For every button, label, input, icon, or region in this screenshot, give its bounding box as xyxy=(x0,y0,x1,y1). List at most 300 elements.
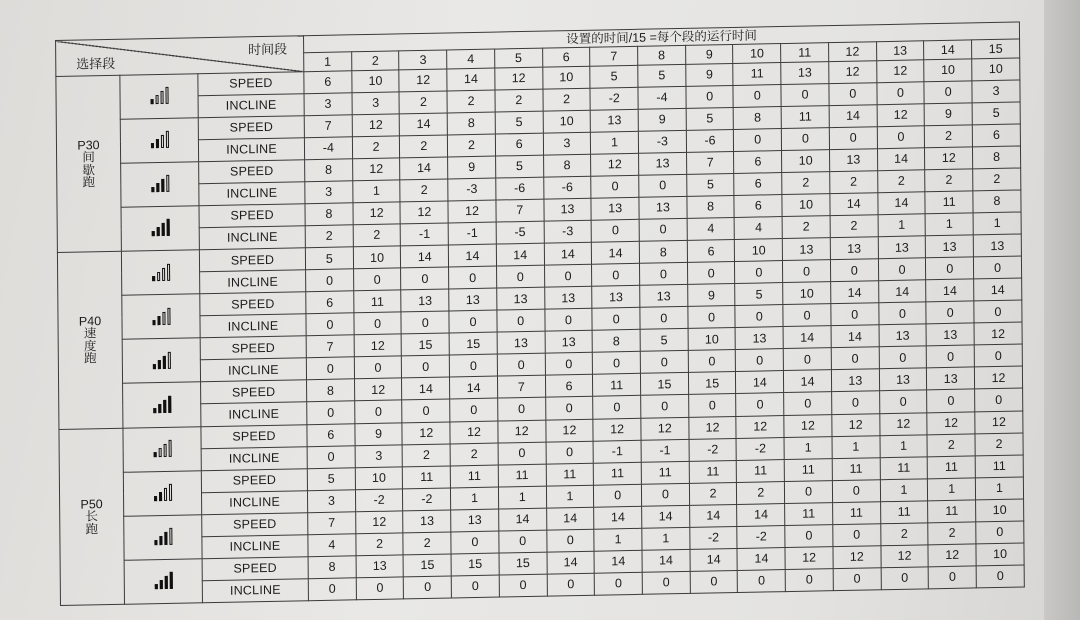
speed-value: 14 xyxy=(594,506,642,529)
speed-value: 12 xyxy=(353,202,401,225)
speed-value: 8 xyxy=(447,112,495,135)
incline-value: 6 xyxy=(495,133,543,156)
speed-value: 13 xyxy=(545,331,593,354)
incline-value: 0 xyxy=(686,86,734,109)
speed-value: 13 xyxy=(544,198,592,221)
speed-value: 5 xyxy=(686,108,734,131)
speed-value: 11 xyxy=(781,106,829,129)
incline-value: 0 xyxy=(976,565,1024,588)
speed-value: 13 xyxy=(497,332,545,355)
speed-value: 14 xyxy=(594,550,642,573)
incline-value: -2 xyxy=(590,87,638,110)
incline-value: 0 xyxy=(830,259,878,282)
incline-value: 0 xyxy=(499,530,547,553)
speed-value: 12 xyxy=(399,69,447,92)
incline-value: 0 xyxy=(593,352,641,375)
incline-value: 4 xyxy=(735,217,783,240)
speed-value: 12 xyxy=(498,420,546,443)
speed-value: 14 xyxy=(450,376,498,399)
speed-value: 12 xyxy=(355,511,403,534)
program-name-char: 跑 xyxy=(82,175,96,190)
speed-value: 8 xyxy=(592,330,640,353)
incline-value: 0 xyxy=(591,175,639,198)
incline-value: -6 xyxy=(543,176,591,199)
speed-value: 13 xyxy=(497,287,545,310)
incline-value: 2 xyxy=(353,224,401,247)
segment-number: 3 xyxy=(399,50,447,70)
speed-value: 8 xyxy=(308,555,356,578)
incline-value: 0 xyxy=(881,567,929,590)
incline-value: 0 xyxy=(592,308,640,331)
speed-value: 10 xyxy=(542,66,590,89)
level-bar xyxy=(160,135,163,148)
segment-number: 15 xyxy=(972,39,1020,59)
speed-value: 10 xyxy=(353,246,401,269)
speed-value: 11 xyxy=(975,455,1023,478)
program-name-char: 歇 xyxy=(82,162,96,178)
incline-label: INCLINE xyxy=(199,182,305,206)
incline-value: 0 xyxy=(974,300,1022,323)
incline-value: 0 xyxy=(738,569,786,592)
incline-value: -2 xyxy=(689,438,737,461)
speed-value: 10 xyxy=(355,466,403,489)
incline-value: 1 xyxy=(878,214,926,237)
speed-value: 12 xyxy=(545,419,593,442)
incline-value: 0 xyxy=(877,126,925,149)
level-bar xyxy=(150,143,153,148)
incline-value: -1 xyxy=(448,222,496,245)
incline-value: 0 xyxy=(498,442,546,465)
speed-value: 9 xyxy=(924,103,972,126)
incline-label: INCLINE xyxy=(199,226,305,250)
speed-label: SPEED xyxy=(202,556,308,580)
incline-value: 0 xyxy=(592,264,640,287)
speed-value: 7 xyxy=(496,199,544,222)
incline-value: 3 xyxy=(972,80,1020,103)
signal-level-icon xyxy=(150,86,168,104)
incline-value: 0 xyxy=(878,302,926,325)
incline-value: 1 xyxy=(451,487,499,510)
speed-value: 14 xyxy=(737,547,785,570)
level-bar xyxy=(167,307,170,324)
speed-label: SPEED xyxy=(198,72,304,96)
speed-value: 5 xyxy=(735,283,783,306)
speed-value: 8 xyxy=(305,159,353,182)
level-cell xyxy=(120,118,198,164)
incline-value: 0 xyxy=(449,354,497,377)
incline-value: 2 xyxy=(689,482,737,505)
speed-label: SPEED xyxy=(201,468,307,492)
speed-value: 10 xyxy=(924,59,972,82)
segment-number: 12 xyxy=(828,42,876,62)
incline-value: 0 xyxy=(878,258,926,281)
level-bar xyxy=(159,536,162,545)
incline-value: 0 xyxy=(401,267,449,290)
speed-value: 8 xyxy=(543,154,591,177)
level-bar xyxy=(151,232,154,237)
incline-value: 0 xyxy=(783,304,831,327)
speed-value: 13 xyxy=(639,197,687,220)
level-bar xyxy=(154,540,157,545)
incline-value: 0 xyxy=(402,399,450,422)
speed-value: 12 xyxy=(495,67,543,90)
incline-value: 0 xyxy=(640,263,688,286)
incline-value: 1 xyxy=(591,131,639,154)
speed-value: 5 xyxy=(495,155,543,178)
level-bar xyxy=(153,408,156,413)
speed-value: 11 xyxy=(928,500,976,523)
speed-value: 15 xyxy=(402,333,450,356)
speed-value: 12 xyxy=(877,104,925,127)
incline-value: 1 xyxy=(975,477,1023,500)
level-cell xyxy=(123,426,201,472)
speed-value: 14 xyxy=(737,503,785,526)
speed-value: 14 xyxy=(400,157,448,180)
incline-value: 0 xyxy=(832,391,880,414)
incline-value: 0 xyxy=(976,521,1024,544)
speed-label: SPEED xyxy=(202,512,308,536)
program-name-char: 跑 xyxy=(84,351,97,366)
incline-value: -1 xyxy=(401,223,449,246)
segment-number: 14 xyxy=(924,40,972,60)
speed-value: 14 xyxy=(830,193,878,216)
incline-value: 2 xyxy=(356,533,404,556)
program-name-char: 跑 xyxy=(85,521,99,536)
incline-label: INCLINE xyxy=(202,578,308,602)
incline-value: 3 xyxy=(355,444,403,467)
incline-value: 0 xyxy=(783,348,831,371)
speed-value: 8 xyxy=(307,379,355,402)
speed-value: 8 xyxy=(639,241,687,264)
program-name-char: 长 xyxy=(85,509,99,524)
signal-level-icon xyxy=(153,395,171,413)
incline-value: 0 xyxy=(734,129,782,152)
incline-value: 0 xyxy=(546,441,594,464)
speed-value: 15 xyxy=(451,553,499,576)
speed-value: 12 xyxy=(736,415,784,438)
speed-value: 8 xyxy=(305,203,353,226)
speed-value: 14 xyxy=(642,549,690,572)
speed-value: 12 xyxy=(833,545,881,568)
level-cell xyxy=(122,338,200,384)
speed-value: 5 xyxy=(305,247,353,270)
speed-value: 12 xyxy=(975,410,1023,433)
incline-value: -6 xyxy=(496,177,544,200)
incline-value: 4 xyxy=(687,218,735,241)
incline-value: 0 xyxy=(832,479,880,502)
incline-value: 0 xyxy=(641,395,689,418)
incline-value: 0 xyxy=(353,268,401,291)
speed-value: 13 xyxy=(451,509,499,532)
speed-value: 11 xyxy=(403,466,451,489)
speed-label: SPEED xyxy=(201,380,307,404)
speed-value: 13 xyxy=(782,238,830,261)
signal-level-icon xyxy=(154,571,172,589)
speed-value: 14 xyxy=(449,244,497,267)
incline-value: 0 xyxy=(545,397,593,420)
incline-value: 0 xyxy=(736,393,784,416)
incline-value: -1 xyxy=(641,439,689,462)
incline-value: 0 xyxy=(879,346,927,369)
level-bar xyxy=(162,267,165,280)
speed-value: 6 xyxy=(304,71,352,94)
incline-value: 6 xyxy=(734,173,782,196)
speed-value: 12 xyxy=(354,334,402,357)
speed-value: 13 xyxy=(401,289,449,312)
level-bar xyxy=(161,223,164,236)
level-bar xyxy=(150,99,153,104)
incline-value: 1 xyxy=(594,528,642,551)
signal-level-icon xyxy=(153,483,171,501)
speed-value: 12 xyxy=(591,153,639,176)
speed-value: 11 xyxy=(928,455,976,478)
speed-value: 13 xyxy=(829,149,877,172)
incline-value: 2 xyxy=(830,171,878,194)
speed-value: 6 xyxy=(307,423,355,446)
incline-value: 2 xyxy=(400,179,448,202)
level-bar xyxy=(158,448,161,457)
incline-value: 0 xyxy=(688,394,736,417)
time-period-label: 时间段 xyxy=(248,41,288,58)
speed-value: 12 xyxy=(450,421,498,444)
speed-value: 11 xyxy=(833,501,881,524)
level-cell xyxy=(124,558,202,604)
speed-value: 13 xyxy=(781,62,829,85)
speed-value: 12 xyxy=(352,114,400,137)
level-bar xyxy=(153,452,156,457)
incline-value: 0 xyxy=(496,265,544,288)
speed-value: 14 xyxy=(496,243,544,266)
incline-value: -3 xyxy=(544,220,592,243)
incline-value: -3 xyxy=(638,130,686,153)
speed-value: 6 xyxy=(306,291,354,314)
incline-value: 0 xyxy=(829,127,877,150)
segment-number: 9 xyxy=(685,44,733,64)
incline-value: -2 xyxy=(403,488,451,511)
speed-value: 9 xyxy=(638,108,686,131)
speed-value: 10 xyxy=(783,282,831,305)
speed-value: 11 xyxy=(785,502,833,525)
level-cell xyxy=(123,382,201,428)
incline-value: 2 xyxy=(928,522,976,545)
level-bar xyxy=(162,312,165,325)
speed-value: 13 xyxy=(831,369,879,392)
speed-value: 11 xyxy=(641,461,689,484)
speed-value: 13 xyxy=(356,555,404,578)
incline-value: 0 xyxy=(929,566,977,589)
speed-value: 11 xyxy=(832,457,880,480)
program-table xyxy=(55,21,1025,606)
incline-value: 0 xyxy=(594,484,642,507)
incline-value: 1 xyxy=(880,478,928,501)
speed-value: 12 xyxy=(784,414,832,437)
incline-value: 0 xyxy=(354,356,402,379)
incline-value: 0 xyxy=(974,344,1022,367)
level-bar xyxy=(165,87,168,104)
level-bar xyxy=(161,179,164,192)
incline-value: 2 xyxy=(737,481,785,504)
speed-value: 5 xyxy=(638,64,686,87)
speed-value: 12 xyxy=(352,158,400,181)
incline-value: 0 xyxy=(831,347,879,370)
incline-value: 1 xyxy=(925,213,973,236)
incline-value: 0 xyxy=(306,357,354,380)
level-bar xyxy=(156,227,159,236)
page-edge xyxy=(1044,0,1080,620)
incline-value: 0 xyxy=(733,85,781,108)
level-bar xyxy=(163,488,166,501)
speed-value: 14 xyxy=(544,242,592,265)
incline-value: 0 xyxy=(782,128,830,151)
incline-value: 0 xyxy=(975,388,1023,411)
incline-value: 0 xyxy=(307,445,355,468)
incline-value: 2 xyxy=(975,433,1023,456)
incline-value: 0 xyxy=(593,396,641,419)
speed-value: 12 xyxy=(785,546,833,569)
incline-value: 0 xyxy=(499,574,547,597)
speed-value: 11 xyxy=(353,290,401,313)
incline-value: 3 xyxy=(304,93,352,116)
speed-value: 14 xyxy=(689,504,737,527)
incline-value: 0 xyxy=(927,389,975,412)
incline-value: 1 xyxy=(832,435,880,458)
level-bar xyxy=(154,584,157,589)
segment-number: 11 xyxy=(781,43,829,63)
speed-value: 13 xyxy=(926,235,974,258)
speed-value: 10 xyxy=(976,543,1024,566)
select-segment-label: 选择段 xyxy=(76,55,116,72)
speed-value: 13 xyxy=(878,236,926,259)
speed-value: 10 xyxy=(688,328,736,351)
speed-value: 12 xyxy=(881,545,929,568)
level-bar xyxy=(168,396,171,413)
incline-value: 0 xyxy=(451,575,499,598)
speed-value: 14 xyxy=(546,507,594,530)
speed-value: 12 xyxy=(928,544,976,567)
incline-value: 6 xyxy=(972,124,1020,147)
speed-value: 11 xyxy=(880,500,928,523)
incline-label: INCLINE xyxy=(202,534,308,558)
incline-value: 0 xyxy=(831,303,879,326)
level-bar xyxy=(167,263,170,280)
incline-value: 3 xyxy=(308,489,356,512)
speed-label: SPEED xyxy=(198,116,304,140)
speed-value: 13 xyxy=(830,237,878,260)
level-bar xyxy=(160,91,163,104)
level-bar xyxy=(152,320,155,325)
speed-label: SPEED xyxy=(200,292,306,316)
program-label xyxy=(59,428,125,606)
speed-value: 15 xyxy=(499,552,547,575)
speed-value: 8 xyxy=(973,146,1021,169)
speed-value: 11 xyxy=(498,464,546,487)
speed-value: 13 xyxy=(879,368,927,391)
level-cell xyxy=(124,514,202,560)
speed-value: 12 xyxy=(925,147,973,170)
incline-value: 0 xyxy=(497,354,545,377)
speed-value: 9 xyxy=(448,156,496,179)
speed-value: 13 xyxy=(449,288,497,311)
speed-value: 13 xyxy=(879,324,927,347)
program-label xyxy=(56,75,122,252)
speed-value: 10 xyxy=(972,58,1020,81)
speed-value: 12 xyxy=(879,412,927,435)
incline-value: 0 xyxy=(785,524,833,547)
signal-level-icon xyxy=(150,130,168,148)
incline-label: INCLINE xyxy=(200,270,306,294)
speed-value: 9 xyxy=(355,422,403,445)
incline-label: INCLINE xyxy=(201,402,307,426)
incline-value: 0 xyxy=(451,531,499,554)
signal-level-icon xyxy=(153,439,171,457)
speed-value: 10 xyxy=(782,150,830,173)
level-bar xyxy=(168,484,171,501)
incline-value: -2 xyxy=(737,525,785,548)
incline-value: 4 xyxy=(308,533,356,556)
signal-level-icon xyxy=(152,262,170,280)
incline-value: 3 xyxy=(305,181,353,204)
program-table-body xyxy=(56,55,1024,606)
speed-value: 10 xyxy=(976,499,1024,522)
signal-level-icon xyxy=(154,527,172,545)
incline-value: 0 xyxy=(354,400,402,423)
incline-value: 1 xyxy=(928,477,976,500)
speed-value: 14 xyxy=(401,245,449,268)
program-name-char: 度 xyxy=(83,339,97,354)
speed-label: SPEED xyxy=(199,204,305,228)
speed-value: 14 xyxy=(831,281,879,304)
speed-value: 13 xyxy=(926,323,974,346)
speed-value: 6 xyxy=(545,375,593,398)
incline-value: 0 xyxy=(639,219,687,242)
incline-value: 5 xyxy=(686,174,734,197)
level-cell xyxy=(121,250,199,296)
speed-value: 11 xyxy=(784,458,832,481)
incline-value: 2 xyxy=(447,90,495,113)
speed-value: 11 xyxy=(594,462,642,485)
speed-value: 14 xyxy=(642,505,690,528)
incline-value: 0 xyxy=(736,349,784,372)
speed-value: 7 xyxy=(308,511,356,534)
incline-value: 0 xyxy=(974,256,1022,279)
segment-number: 7 xyxy=(590,46,638,66)
speed-value: 9 xyxy=(687,284,735,307)
incline-value: 2 xyxy=(925,125,973,148)
program-label xyxy=(57,252,123,429)
speed-value: 7 xyxy=(686,152,734,175)
incline-value: 0 xyxy=(544,265,592,288)
level-bar xyxy=(156,183,159,192)
incline-value: 0 xyxy=(591,220,639,243)
level-bar xyxy=(154,496,157,501)
speed-value: 13 xyxy=(736,327,784,350)
speed-value: 6 xyxy=(734,151,782,174)
incline-label: INCLINE xyxy=(198,138,304,162)
level-bar xyxy=(158,404,161,413)
segment-number: 2 xyxy=(351,51,399,71)
segment-number: 13 xyxy=(876,41,924,61)
level-bar xyxy=(169,572,172,589)
speed-value: 5 xyxy=(495,111,543,134)
level-bar xyxy=(157,316,160,325)
incline-value: 0 xyxy=(308,578,356,601)
level-cell xyxy=(123,470,201,516)
level-bar xyxy=(168,440,171,457)
speed-value: 14 xyxy=(547,551,595,574)
level-bar xyxy=(167,351,170,368)
incline-value: 0 xyxy=(498,398,546,421)
speed-value: 8 xyxy=(687,196,735,219)
